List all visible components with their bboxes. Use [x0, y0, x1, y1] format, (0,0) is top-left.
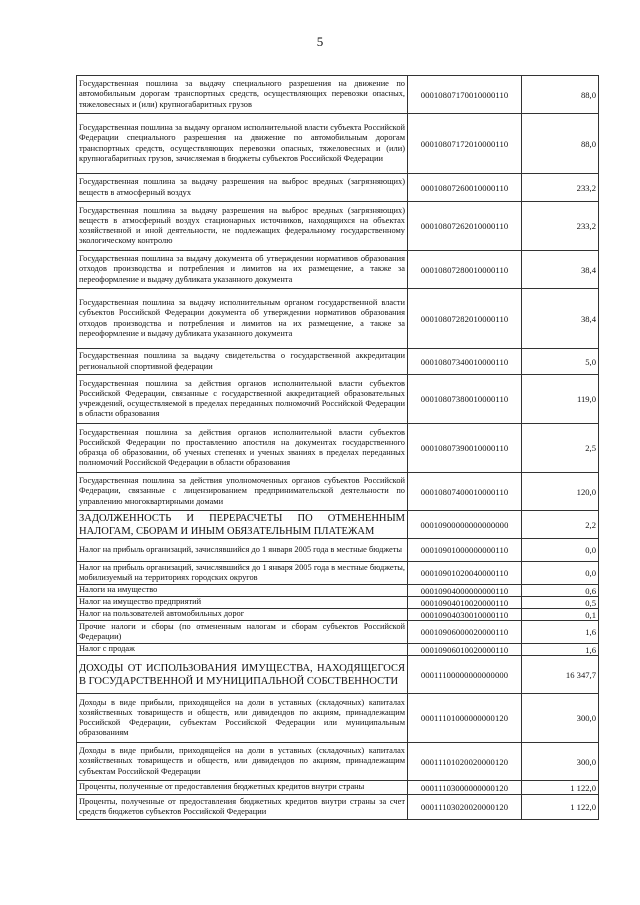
row-value-cell: 38,4 — [522, 251, 599, 289]
row-name-cell: Государственная пошлина за выдачу разрешения на выброс вредных (загрязняющих) веществ в атмосферный воздух — [77, 174, 408, 202]
row-code-cell: 00010900000000000000 — [408, 511, 522, 539]
table-row — [77, 114, 599, 174]
row-value-cell: 1,6 — [522, 644, 599, 656]
table-row — [77, 251, 599, 289]
revenue-table-body — [77, 76, 599, 820]
row-name-cell: Доходы в виде прибыли, приходящейся на доли в уставных (складочных) капиталах хозяйственных товариществ и обществ, или дивидендов по акциям, принадлежащим субъектам Российской Федерации — [77, 743, 408, 781]
row-code-cell: 00011103000000000120 — [408, 781, 522, 795]
row-name-cell: Проценты, полученные от предоставления бюджетных кредитов внутри страны — [77, 781, 408, 795]
row-code-cell: 00010901000000000110 — [408, 539, 522, 562]
row-code-cell: 00010807282010000110 — [408, 289, 522, 349]
table-row — [77, 656, 599, 694]
row-code-cell: 00011103020020000120 — [408, 795, 522, 820]
row-code-cell: 00010807400010000110 — [408, 473, 522, 511]
table-row — [77, 562, 599, 585]
row-name-cell: Государственная пошлина за действия органов исполнительной власти субъектов Российской Федерации, связанные с государственной аккредитацией образовательных учреждений, осуществляемой в пределах переданных полномочий Российской Федерации в области образования — [77, 375, 408, 424]
row-value-cell: 1,6 — [522, 621, 599, 644]
table-row — [77, 743, 599, 781]
row-value-cell: 2,5 — [522, 424, 599, 473]
row-value-cell: 300,0 — [522, 694, 599, 743]
row-code-cell: 00010807380010000110 — [408, 375, 522, 424]
row-code-cell: 00010906000020000110 — [408, 621, 522, 644]
row-name-cell: Прочие налоги и сборы (по отмененным налогам и сборам субъектов Российской Федерации) — [77, 621, 408, 644]
row-value-cell: 233,2 — [522, 174, 599, 202]
row-name-cell: ДОХОДЫ ОТ ИСПОЛЬЗОВАНИЯ ИМУЩЕСТВА, НАХОДЯЩЕГОСЯ В ГОСУДАРСТВЕННОЙ И МУНИЦИПАЛЬНОЙ СОБСТВЕННОСТИ — [77, 656, 408, 694]
table-row — [77, 539, 599, 562]
row-code-cell: 00010807262010000110 — [408, 202, 522, 251]
table-row — [77, 289, 599, 349]
row-value-cell: 0,1 — [522, 609, 599, 621]
row-value-cell: 300,0 — [522, 743, 599, 781]
row-name-cell: Проценты, полученные от предоставления бюджетных кредитов внутри страны за счет средств бюджетов субъектов Российской Федерации — [77, 795, 408, 820]
row-value-cell: 233,2 — [522, 202, 599, 251]
row-name-cell: Налоги на имущество — [77, 585, 408, 597]
row-code-cell: 00010906010020000110 — [408, 644, 522, 656]
row-value-cell: 2,2 — [522, 511, 599, 539]
row-value-cell: 16 347,7 — [522, 656, 599, 694]
row-name-cell: Государственная пошлина за выдачу исполнительным органом государственной власти субъектов Российской Федерации документа об утверждении нормативов образования отходов производства и потребления и лимитов на их размещение, а также за переоформление и выдачу дубликата указанного документа — [77, 289, 408, 349]
table-row — [77, 609, 599, 621]
table-row — [77, 202, 599, 251]
table-row — [77, 424, 599, 473]
table-row — [77, 473, 599, 511]
table-row — [77, 375, 599, 424]
row-name-cell: Государственная пошлина за действия уполномоченных органов субъектов Российской Федерации, связанные с лицензированием предпринимательской деятельности по управлению многоквартирными домами — [77, 473, 408, 511]
table-row — [77, 781, 599, 795]
row-name-cell: Налог на имущество предприятий — [77, 597, 408, 609]
row-value-cell: 0,0 — [522, 539, 599, 562]
row-code-cell: 00010901020040000110 — [408, 562, 522, 585]
table-row — [77, 511, 599, 539]
row-value-cell: 0,0 — [522, 562, 599, 585]
row-name-cell: Государственная пошлина за выдачу разрешения на выброс вредных (загрязняющих) веществ в атмосферный воздух стационарных источников, находящихся на объектах хозяйственной и иной деятельности, не подлежащих федеральному государственному экологическому контролю — [77, 202, 408, 251]
row-value-cell: 5,0 — [522, 349, 599, 375]
table-row — [77, 597, 599, 609]
row-code-cell: 00010807390010000110 — [408, 424, 522, 473]
row-name-cell: ЗАДОЛЖЕННОСТЬ И ПЕРЕРАСЧЕТЫ ПО ОТМЕНЕННЫМ НАЛОГАМ, СБОРАМ И ИНЫМ ОБЯЗАТЕЛЬНЫМ ПЛАТЕЖАМ — [77, 511, 408, 539]
page-number: 5 — [316, 34, 324, 49]
row-name-cell: Налог на прибыль организаций, зачислявшийся до 1 января 2005 года в местные бюджеты, мобилизуемый на территориях городских округов — [77, 562, 408, 585]
row-value-cell: 120,0 — [522, 473, 599, 511]
row-code-cell: 00011100000000000000 — [408, 656, 522, 694]
table-row — [77, 174, 599, 202]
table-row — [77, 585, 599, 597]
table-row — [77, 76, 599, 114]
row-code-cell: 00010904000000000110 — [408, 585, 522, 597]
row-name-cell: Государственная пошлина за выдачу органом исполнительной власти субъекта Российской Федерации специального разрешения на движение по автомобильным дорогам транспортных средств, осуществляющих перевозки опасных, тяжеловесных и (или) крупногабаритных грузов, зачисляемая в бюджеты субъектов Российской Федерации — [77, 114, 408, 174]
row-code-cell: 00010807172010000110 — [408, 114, 522, 174]
row-value-cell: 88,0 — [522, 76, 599, 114]
row-value-cell: 1 122,0 — [522, 795, 599, 820]
row-code-cell: 00010904030010000110 — [408, 609, 522, 621]
table-row — [77, 621, 599, 644]
row-name-cell: Государственная пошлина за выдачу свидетельства о государственной аккредитации региональной спортивной федерации — [77, 349, 408, 375]
row-name-cell: Налог на пользователей автомобильных дорог — [77, 609, 408, 621]
row-name-cell: Доходы в виде прибыли, приходящейся на доли в уставных (складочных) капиталах хозяйственных товариществ и обществ, или дивидендов по акциям, принадлежащим Российской Федерации, субъектам Российской Федерации или муниципальным образованиям — [77, 694, 408, 743]
row-value-cell: 119,0 — [522, 375, 599, 424]
row-code-cell: 00011101000000000120 — [408, 694, 522, 743]
row-name-cell: Налог с продаж — [77, 644, 408, 656]
row-name-cell: Государственная пошлина за выдачу специального разрешения на движение по автомобильным дорогам транспортных средств, осуществляющих перевозки опасных, тяжеловесных и (или) крупногабаритных грузов — [77, 76, 408, 114]
row-value-cell: 38,4 — [522, 289, 599, 349]
table-row — [77, 795, 599, 820]
row-value-cell: 1 122,0 — [522, 781, 599, 795]
row-code-cell: 00011101020020000120 — [408, 743, 522, 781]
row-code-cell: 00010807280010000110 — [408, 251, 522, 289]
row-name-cell: Государственная пошлина за действия органов исполнительной власти субъектов Российской Федерации по проставлению апостиля на документах государственного образца об образовании, об ученых степенях и ученых званиях в пределах переданных полномочий Российской Федерации в области образования — [77, 424, 408, 473]
row-value-cell: 0,5 — [522, 597, 599, 609]
row-name-cell: Налог на прибыль организаций, зачислявшийся до 1 января 2005 года в местные бюджеты — [77, 539, 408, 562]
row-name-cell: Государственная пошлина за выдачу документа об утверждении нормативов образования отходов производства и потребления и лимитов на их размещение, а также за переоформление и выдачу дубликата указанного документа — [77, 251, 408, 289]
row-value-cell: 88,0 — [522, 114, 599, 174]
revenue-table — [76, 75, 599, 820]
row-code-cell: 00010807170010000110 — [408, 76, 522, 114]
row-code-cell: 00010807260010000110 — [408, 174, 522, 202]
table-row — [77, 349, 599, 375]
table-row — [77, 644, 599, 656]
table-row — [77, 694, 599, 743]
row-code-cell: 00010807340010000110 — [408, 349, 522, 375]
row-value-cell: 0,6 — [522, 585, 599, 597]
row-code-cell: 00010904010020000110 — [408, 597, 522, 609]
